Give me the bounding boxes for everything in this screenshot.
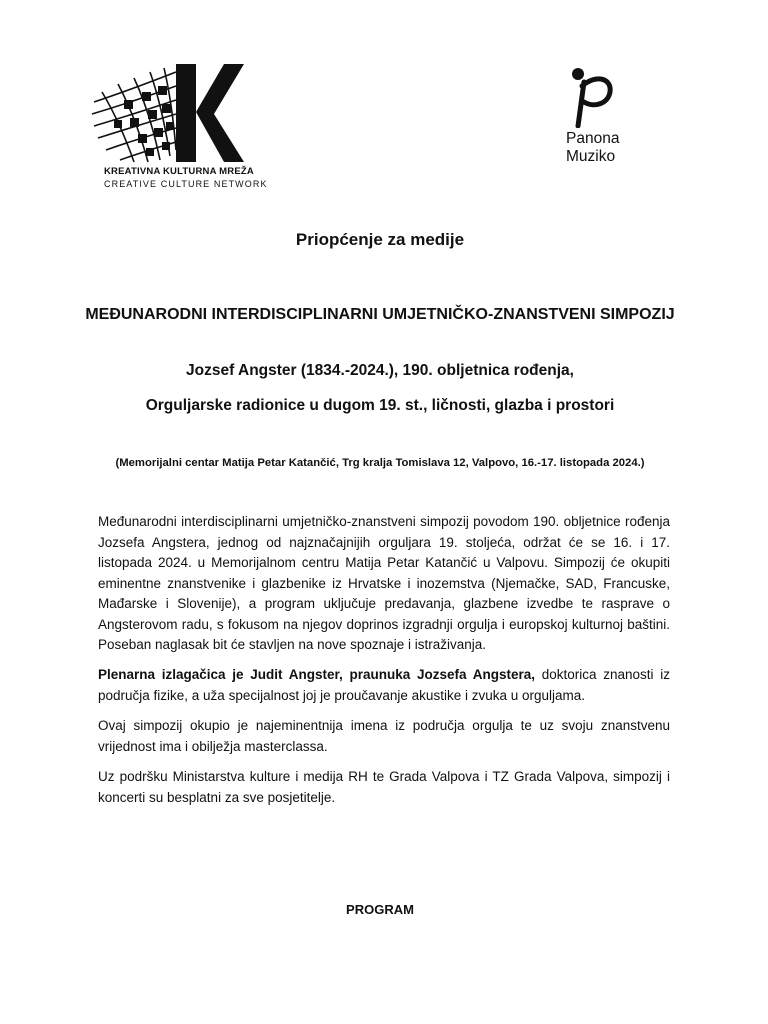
paragraph-masterclass: Ovaj simpozij okupio je najeminentnija imena iz područja orgulja te uz svoju znanstvenu vrijednost ima i obilježja masterclassa. bbox=[98, 718, 670, 754]
logo-right-line2: Muziko bbox=[566, 148, 616, 165]
paragraph-intro: Međunarodni interdisciplinarni umjetničko-znanstveni simpozij povodom 190. obljetnice rođenja Jozsefa Angstera, jednog od najznačajnijih orguljara 19. stoljeća, održat će se 16. i 17. listopada 2024. u Memorijalnom centru Matija Petar Katančić u Valpovu. Simpozij će okupiti eminentne znanstvenike i glazbenike iz Hrvatske i inozemstva (Njemačke, SAD, Francuske, Mađarske i Slovenije), a program uključuje predavanja, glazbene izvedbe te rasprave o Angsterovom radu, s fokusom na njegov doprinos izgradnji orgulja i europskoj kulturnoj baštini. Poseban naglasak bit će stavljen na nove spoznaje i istraživanja. bbox=[98, 514, 670, 652]
logo-left-line1: KREATIVNA KULTURNA MREŽA bbox=[104, 166, 254, 177]
paragraph-plenary bbox=[98, 665, 670, 706]
logo-left-line2: CREATIVE CULTURE NETWORK bbox=[104, 179, 268, 189]
venue-line: (Memorijalni centar Matija Petar Katančić, Trg kralja Tomislava 12, Valpovo, 16.-17. listopada 2024.) bbox=[115, 457, 645, 469]
paragraph-plenary-rest: doktorica znanosti iz područja fizike, a uža specijalnost joj je proučavanje akustike i zvuka u orguljama. bbox=[98, 667, 671, 703]
kreativna-kulturna-mreza-logo bbox=[90, 62, 268, 192]
k-letter-net-logo-icon bbox=[90, 62, 250, 166]
panona-muziko-logo bbox=[562, 64, 642, 174]
program-heading: PROGRAM bbox=[346, 902, 414, 917]
document-title: MEĐUNARODNI INTERDISCIPLINARNI UMJETNIČKO-ZNANSTVENI SIMPOZIJ bbox=[85, 306, 675, 323]
document-subtitle-2: Orguljarske radionice u dugom 19. st., ličnosti, glazba i prostori bbox=[145, 397, 615, 414]
logo-right-line1: Panona bbox=[566, 130, 620, 147]
press-release-heading: Priopćenje za medije bbox=[295, 230, 465, 249]
document-subtitle-1: Jozsef Angster (1834.-2024.), 190. obljetnica rođenja, bbox=[186, 362, 574, 379]
paragraph-plenary-bold: Plenarna izlagačica je Judit Angster, praunuka Jozsefa Angstera, bbox=[98, 667, 535, 682]
p-music-note-logo-icon bbox=[562, 64, 642, 128]
paragraph-support: Uz podršku Ministarstva kulture i medija RH te Grada Valpova i TZ Grada Valpova, simpozij i koncerti su besplatni za sve posjetitelje. bbox=[98, 769, 670, 805]
